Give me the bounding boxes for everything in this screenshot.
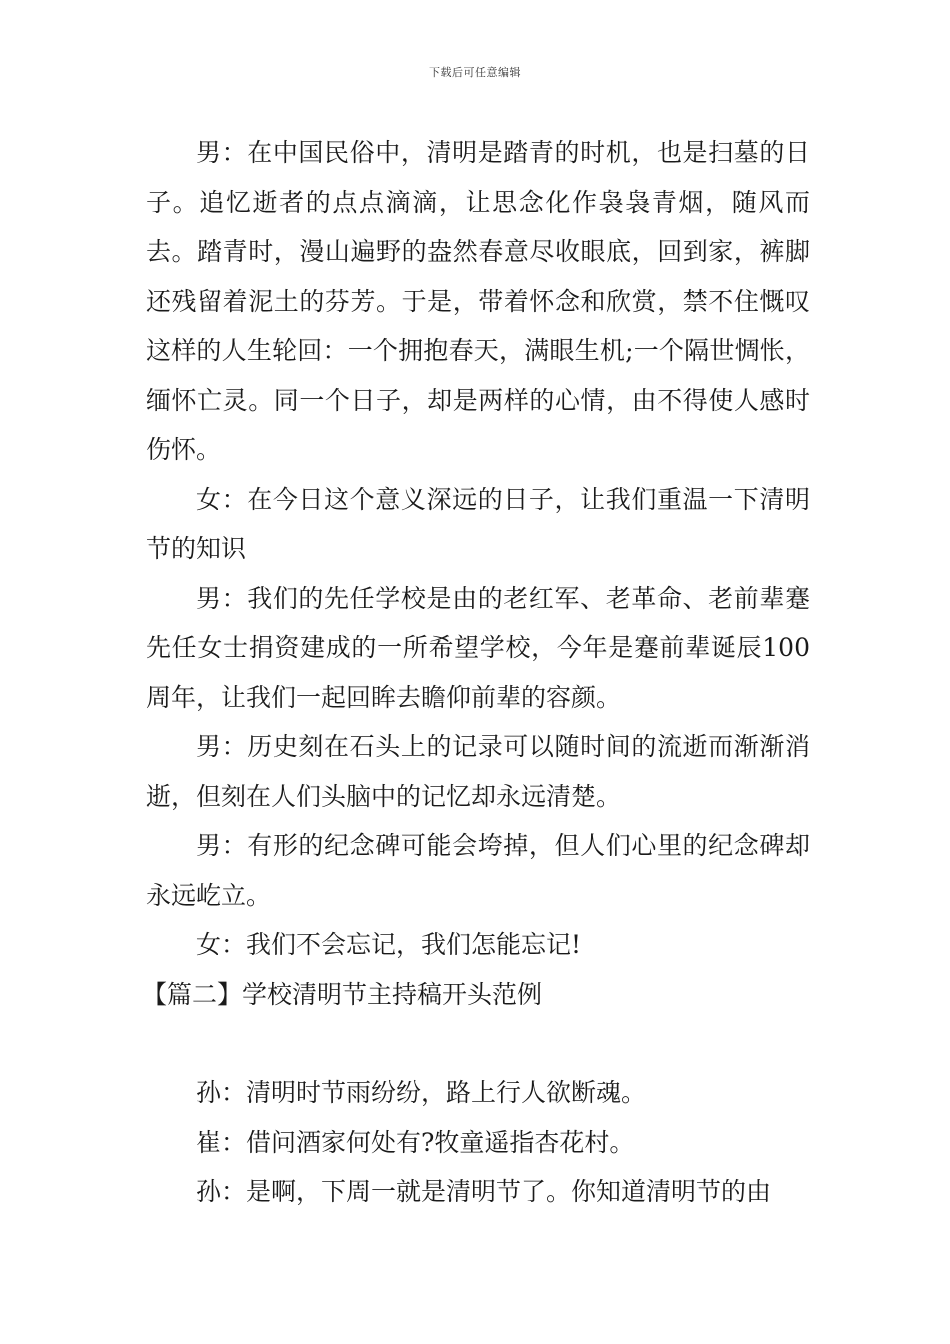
- paragraph-4: 男：历史刻在石头上的记录可以随时间的流逝而渐渐消逝，但刻在人们头脑中的记忆却永远清楚。: [146, 732, 810, 811]
- paragraph-6: 女：我们不会忘记，我们怎能忘记!: [196, 930, 582, 959]
- section-paragraph-3: 孙：是啊，下周一就是清明节了。你知道清明节的由: [196, 1177, 772, 1206]
- page-header: 下载后可任意编辑: [429, 66, 521, 79]
- paragraph-1: 男：在中国民俗中，清明是踏青的时机，也是扫墓的日子。追忆逝者的点点滴滴，让思念化作袅袅青烟，随风而去。踏青时，漫山遍野的盎然春意尽收眼底，回到家，裤脚还残留着泥土的芬芳。于是，带着怀念和欣赏，禁不住慨叹这样的人生轮回：一个拥抱春天，满眼生机;一个隔世惆怅，缅怀亡灵。同一个日子，却是两样的心情，由不得使人感时伤怀。: [146, 138, 810, 464]
- document-body: [142, 128, 810, 1217]
- paragraph-3: 男：我们的先任学校是由的老红军、老革命、老前辈蹇先任女士捐资建成的一所希望学校，今年是蹇前辈诞辰100周年，让我们一起回眸去瞻仰前辈的容颜。: [146, 583, 810, 712]
- section-paragraph-2: 崔：借问酒家何处有?牧童遥指杏花村。: [196, 1127, 635, 1157]
- section-title: 【篇二】学校清明节主持稿开头范例: [142, 979, 543, 1009]
- blank-line: [146, 1019, 810, 1068]
- paragraph-2: 女：在今日这个意义深远的日子，让我们重温一下清明节的知识: [146, 484, 810, 563]
- section-paragraph-1: 孙：清明时节雨纷纷，路上行人欲断魂。: [196, 1078, 647, 1107]
- paragraph-5: 男：有形的纪念碑可能会垮掉，但人们心里的纪念碑却永远屹立。: [146, 831, 810, 910]
